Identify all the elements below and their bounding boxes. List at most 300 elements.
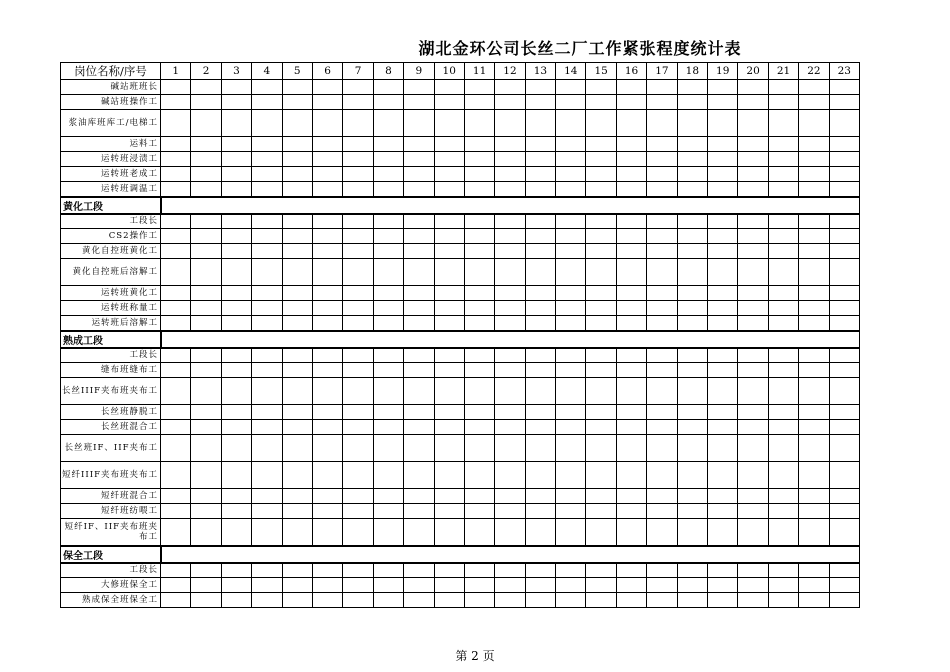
data-cell[interactable] <box>161 244 191 259</box>
data-cell[interactable] <box>677 563 707 578</box>
data-cell[interactable] <box>404 519 434 546</box>
data-cell[interactable] <box>221 182 251 197</box>
data-cell[interactable] <box>495 348 525 363</box>
data-cell[interactable] <box>768 563 798 578</box>
data-cell[interactable] <box>768 110 798 137</box>
data-cell[interactable] <box>464 363 494 378</box>
data-cell[interactable] <box>677 462 707 489</box>
data-cell[interactable] <box>586 301 616 316</box>
data-cell[interactable] <box>647 152 677 167</box>
data-cell[interactable] <box>556 578 586 593</box>
data-cell[interactable] <box>708 137 738 152</box>
data-cell[interactable] <box>829 214 859 229</box>
data-cell[interactable] <box>799 348 829 363</box>
data-cell[interactable] <box>616 182 646 197</box>
data-cell[interactable] <box>252 489 282 504</box>
data-cell[interactable] <box>404 214 434 229</box>
data-cell[interactable] <box>434 152 464 167</box>
data-cell[interactable] <box>373 462 403 489</box>
data-cell[interactable] <box>708 519 738 546</box>
data-cell[interactable] <box>616 152 646 167</box>
data-cell[interactable] <box>799 435 829 462</box>
data-cell[interactable] <box>768 316 798 331</box>
data-cell[interactable] <box>799 167 829 182</box>
data-cell[interactable] <box>708 229 738 244</box>
data-cell[interactable] <box>616 563 646 578</box>
data-cell[interactable] <box>799 593 829 608</box>
data-cell[interactable] <box>495 435 525 462</box>
data-cell[interactable] <box>434 519 464 546</box>
data-cell[interactable] <box>495 182 525 197</box>
data-cell[interactable] <box>647 504 677 519</box>
data-cell[interactable] <box>586 578 616 593</box>
data-cell[interactable] <box>586 378 616 405</box>
data-cell[interactable] <box>616 137 646 152</box>
data-cell[interactable] <box>647 363 677 378</box>
data-cell[interactable] <box>556 80 586 95</box>
data-cell[interactable] <box>282 363 312 378</box>
data-cell[interactable] <box>647 301 677 316</box>
data-cell[interactable] <box>434 405 464 420</box>
data-cell[interactable] <box>738 462 768 489</box>
data-cell[interactable] <box>252 378 282 405</box>
data-cell[interactable] <box>799 578 829 593</box>
data-cell[interactable] <box>434 214 464 229</box>
data-cell[interactable] <box>221 363 251 378</box>
data-cell[interactable] <box>404 435 434 462</box>
data-cell[interactable] <box>556 259 586 286</box>
data-cell[interactable] <box>373 363 403 378</box>
data-cell[interactable] <box>616 110 646 137</box>
data-cell[interactable] <box>708 348 738 363</box>
data-cell[interactable] <box>556 182 586 197</box>
data-cell[interactable] <box>191 519 221 546</box>
data-cell[interactable] <box>404 80 434 95</box>
data-cell[interactable] <box>738 489 768 504</box>
data-cell[interactable] <box>434 80 464 95</box>
data-cell[interactable] <box>404 167 434 182</box>
data-cell[interactable] <box>586 563 616 578</box>
data-cell[interactable] <box>525 152 555 167</box>
data-cell[interactable] <box>434 563 464 578</box>
data-cell[interactable] <box>312 95 342 110</box>
data-cell[interactable] <box>161 378 191 405</box>
data-cell[interactable] <box>191 152 221 167</box>
data-cell[interactable] <box>677 259 707 286</box>
data-cell[interactable] <box>221 316 251 331</box>
data-cell[interactable] <box>738 152 768 167</box>
data-cell[interactable] <box>556 435 586 462</box>
data-cell[interactable] <box>252 593 282 608</box>
data-cell[interactable] <box>768 435 798 462</box>
data-cell[interactable] <box>434 244 464 259</box>
data-cell[interactable] <box>464 435 494 462</box>
data-cell[interactable] <box>312 244 342 259</box>
data-cell[interactable] <box>373 563 403 578</box>
data-cell[interactable] <box>829 182 859 197</box>
data-cell[interactable] <box>829 519 859 546</box>
data-cell[interactable] <box>525 563 555 578</box>
data-cell[interactable] <box>556 316 586 331</box>
data-cell[interactable] <box>829 286 859 301</box>
data-cell[interactable] <box>799 462 829 489</box>
data-cell[interactable] <box>708 95 738 110</box>
data-cell[interactable] <box>708 259 738 286</box>
data-cell[interactable] <box>525 244 555 259</box>
data-cell[interactable] <box>647 420 677 435</box>
data-cell[interactable] <box>647 229 677 244</box>
data-cell[interactable] <box>373 214 403 229</box>
data-cell[interactable] <box>677 519 707 546</box>
data-cell[interactable] <box>616 244 646 259</box>
data-cell[interactable] <box>495 593 525 608</box>
data-cell[interactable] <box>161 167 191 182</box>
data-cell[interactable] <box>282 316 312 331</box>
data-cell[interactable] <box>556 286 586 301</box>
data-cell[interactable] <box>221 80 251 95</box>
data-cell[interactable] <box>252 167 282 182</box>
data-cell[interactable] <box>464 420 494 435</box>
data-cell[interactable] <box>738 593 768 608</box>
data-cell[interactable] <box>404 182 434 197</box>
data-cell[interactable] <box>434 593 464 608</box>
data-cell[interactable] <box>525 593 555 608</box>
data-cell[interactable] <box>586 214 616 229</box>
data-cell[interactable] <box>738 244 768 259</box>
data-cell[interactable] <box>677 110 707 137</box>
data-cell[interactable] <box>252 578 282 593</box>
data-cell[interactable] <box>161 593 191 608</box>
data-cell[interactable] <box>525 405 555 420</box>
data-cell[interactable] <box>708 167 738 182</box>
data-cell[interactable] <box>282 259 312 286</box>
data-cell[interactable] <box>586 110 616 137</box>
data-cell[interactable] <box>708 316 738 331</box>
data-cell[interactable] <box>373 286 403 301</box>
data-cell[interactable] <box>312 301 342 316</box>
data-cell[interactable] <box>708 286 738 301</box>
data-cell[interactable] <box>647 80 677 95</box>
data-cell[interactable] <box>312 563 342 578</box>
data-cell[interactable] <box>525 420 555 435</box>
data-cell[interactable] <box>586 259 616 286</box>
data-cell[interactable] <box>404 229 434 244</box>
data-cell[interactable] <box>404 110 434 137</box>
data-cell[interactable] <box>738 301 768 316</box>
data-cell[interactable] <box>647 519 677 546</box>
data-cell[interactable] <box>191 259 221 286</box>
data-cell[interactable] <box>768 378 798 405</box>
data-cell[interactable] <box>647 378 677 405</box>
data-cell[interactable] <box>161 182 191 197</box>
data-cell[interactable] <box>768 152 798 167</box>
data-cell[interactable] <box>495 229 525 244</box>
data-cell[interactable] <box>586 420 616 435</box>
data-cell[interactable] <box>708 563 738 578</box>
data-cell[interactable] <box>616 214 646 229</box>
data-cell[interactable] <box>677 420 707 435</box>
data-cell[interactable] <box>312 420 342 435</box>
data-cell[interactable] <box>373 420 403 435</box>
data-cell[interactable] <box>343 405 373 420</box>
data-cell[interactable] <box>343 214 373 229</box>
data-cell[interactable] <box>616 363 646 378</box>
data-cell[interactable] <box>282 519 312 546</box>
data-cell[interactable] <box>738 420 768 435</box>
data-cell[interactable] <box>829 578 859 593</box>
data-cell[interactable] <box>282 593 312 608</box>
data-cell[interactable] <box>799 405 829 420</box>
data-cell[interactable] <box>556 462 586 489</box>
data-cell[interactable] <box>343 244 373 259</box>
data-cell[interactable] <box>768 578 798 593</box>
data-cell[interactable] <box>616 462 646 489</box>
data-cell[interactable] <box>708 593 738 608</box>
data-cell[interactable] <box>799 182 829 197</box>
data-cell[interactable] <box>312 167 342 182</box>
data-cell[interactable] <box>616 519 646 546</box>
data-cell[interactable] <box>221 504 251 519</box>
data-cell[interactable] <box>161 152 191 167</box>
data-cell[interactable] <box>191 167 221 182</box>
data-cell[interactable] <box>829 435 859 462</box>
data-cell[interactable] <box>161 462 191 489</box>
data-cell[interactable] <box>252 301 282 316</box>
data-cell[interactable] <box>556 420 586 435</box>
data-cell[interactable] <box>282 167 312 182</box>
data-cell[interactable] <box>161 95 191 110</box>
data-cell[interactable] <box>738 229 768 244</box>
data-cell[interactable] <box>464 214 494 229</box>
data-cell[interactable] <box>829 405 859 420</box>
data-cell[interactable] <box>404 259 434 286</box>
data-cell[interactable] <box>708 489 738 504</box>
data-cell[interactable] <box>708 214 738 229</box>
data-cell[interactable] <box>404 363 434 378</box>
data-cell[interactable] <box>464 137 494 152</box>
data-cell[interactable] <box>464 348 494 363</box>
data-cell[interactable] <box>404 348 434 363</box>
data-cell[interactable] <box>252 363 282 378</box>
data-cell[interactable] <box>404 593 434 608</box>
data-cell[interactable] <box>556 363 586 378</box>
data-cell[interactable] <box>161 489 191 504</box>
data-cell[interactable] <box>768 405 798 420</box>
data-cell[interactable] <box>677 167 707 182</box>
data-cell[interactable] <box>464 110 494 137</box>
data-cell[interactable] <box>525 182 555 197</box>
data-cell[interactable] <box>495 420 525 435</box>
data-cell[interactable] <box>464 244 494 259</box>
data-cell[interactable] <box>252 435 282 462</box>
data-cell[interactable] <box>647 214 677 229</box>
data-cell[interactable] <box>312 519 342 546</box>
data-cell[interactable] <box>738 167 768 182</box>
data-cell[interactable] <box>616 489 646 504</box>
data-cell[interactable] <box>829 420 859 435</box>
data-cell[interactable] <box>191 593 221 608</box>
data-cell[interactable] <box>768 348 798 363</box>
data-cell[interactable] <box>373 348 403 363</box>
data-cell[interactable] <box>525 578 555 593</box>
data-cell[interactable] <box>768 80 798 95</box>
data-cell[interactable] <box>312 348 342 363</box>
data-cell[interactable] <box>525 348 555 363</box>
data-cell[interactable] <box>191 137 221 152</box>
data-cell[interactable] <box>191 489 221 504</box>
data-cell[interactable] <box>312 504 342 519</box>
data-cell[interactable] <box>799 301 829 316</box>
data-cell[interactable] <box>829 316 859 331</box>
data-cell[interactable] <box>343 137 373 152</box>
data-cell[interactable] <box>343 489 373 504</box>
data-cell[interactable] <box>252 80 282 95</box>
data-cell[interactable] <box>464 80 494 95</box>
data-cell[interactable] <box>556 301 586 316</box>
data-cell[interactable] <box>829 301 859 316</box>
data-cell[interactable] <box>464 301 494 316</box>
data-cell[interactable] <box>616 301 646 316</box>
data-cell[interactable] <box>221 259 251 286</box>
data-cell[interactable] <box>404 286 434 301</box>
data-cell[interactable] <box>343 519 373 546</box>
data-cell[interactable] <box>708 405 738 420</box>
data-cell[interactable] <box>556 489 586 504</box>
data-cell[interactable] <box>829 229 859 244</box>
data-cell[interactable] <box>677 286 707 301</box>
data-cell[interactable] <box>373 578 403 593</box>
data-cell[interactable] <box>525 462 555 489</box>
data-cell[interactable] <box>556 504 586 519</box>
data-cell[interactable] <box>647 137 677 152</box>
data-cell[interactable] <box>191 110 221 137</box>
data-cell[interactable] <box>464 229 494 244</box>
data-cell[interactable] <box>799 519 829 546</box>
data-cell[interactable] <box>556 378 586 405</box>
data-cell[interactable] <box>738 378 768 405</box>
data-cell[interactable] <box>708 435 738 462</box>
data-cell[interactable] <box>556 152 586 167</box>
data-cell[interactable] <box>404 504 434 519</box>
data-cell[interactable] <box>312 286 342 301</box>
data-cell[interactable] <box>677 489 707 504</box>
data-cell[interactable] <box>343 504 373 519</box>
data-cell[interactable] <box>312 80 342 95</box>
data-cell[interactable] <box>312 462 342 489</box>
data-cell[interactable] <box>556 348 586 363</box>
data-cell[interactable] <box>252 229 282 244</box>
data-cell[interactable] <box>464 593 494 608</box>
data-cell[interactable] <box>768 229 798 244</box>
data-cell[interactable] <box>282 229 312 244</box>
data-cell[interactable] <box>829 137 859 152</box>
data-cell[interactable] <box>768 420 798 435</box>
data-cell[interactable] <box>161 578 191 593</box>
data-cell[interactable] <box>495 504 525 519</box>
data-cell[interactable] <box>586 286 616 301</box>
data-cell[interactable] <box>434 348 464 363</box>
data-cell[interactable] <box>221 244 251 259</box>
data-cell[interactable] <box>434 578 464 593</box>
data-cell[interactable] <box>677 80 707 95</box>
data-cell[interactable] <box>434 504 464 519</box>
data-cell[interactable] <box>161 259 191 286</box>
data-cell[interactable] <box>404 405 434 420</box>
data-cell[interactable] <box>525 504 555 519</box>
data-cell[interactable] <box>161 348 191 363</box>
data-cell[interactable] <box>829 462 859 489</box>
data-cell[interactable] <box>677 229 707 244</box>
data-cell[interactable] <box>343 152 373 167</box>
data-cell[interactable] <box>221 489 251 504</box>
data-cell[interactable] <box>799 137 829 152</box>
data-cell[interactable] <box>768 519 798 546</box>
data-cell[interactable] <box>829 348 859 363</box>
data-cell[interactable] <box>556 229 586 244</box>
data-cell[interactable] <box>404 462 434 489</box>
data-cell[interactable] <box>464 167 494 182</box>
data-cell[interactable] <box>799 420 829 435</box>
data-cell[interactable] <box>343 348 373 363</box>
data-cell[interactable] <box>495 519 525 546</box>
data-cell[interactable] <box>708 110 738 137</box>
data-cell[interactable] <box>434 167 464 182</box>
data-cell[interactable] <box>434 229 464 244</box>
data-cell[interactable] <box>282 489 312 504</box>
data-cell[interactable] <box>768 504 798 519</box>
data-cell[interactable] <box>312 152 342 167</box>
data-cell[interactable] <box>525 489 555 504</box>
data-cell[interactable] <box>586 137 616 152</box>
data-cell[interactable] <box>434 462 464 489</box>
data-cell[interactable] <box>191 405 221 420</box>
data-cell[interactable] <box>161 214 191 229</box>
data-cell[interactable] <box>161 405 191 420</box>
data-cell[interactable] <box>495 214 525 229</box>
data-cell[interactable] <box>647 563 677 578</box>
data-cell[interactable] <box>738 80 768 95</box>
data-cell[interactable] <box>768 301 798 316</box>
data-cell[interactable] <box>191 80 221 95</box>
data-cell[interactable] <box>647 405 677 420</box>
data-cell[interactable] <box>647 348 677 363</box>
data-cell[interactable] <box>829 363 859 378</box>
data-cell[interactable] <box>738 286 768 301</box>
data-cell[interactable] <box>495 489 525 504</box>
data-cell[interactable] <box>434 363 464 378</box>
data-cell[interactable] <box>768 137 798 152</box>
data-cell[interactable] <box>586 229 616 244</box>
data-cell[interactable] <box>221 348 251 363</box>
data-cell[interactable] <box>495 110 525 137</box>
data-cell[interactable] <box>525 316 555 331</box>
data-cell[interactable] <box>434 259 464 286</box>
data-cell[interactable] <box>282 378 312 405</box>
data-cell[interactable] <box>252 348 282 363</box>
data-cell[interactable] <box>373 405 403 420</box>
data-cell[interactable] <box>161 563 191 578</box>
data-cell[interactable] <box>647 259 677 286</box>
data-cell[interactable] <box>191 378 221 405</box>
data-cell[interactable] <box>161 504 191 519</box>
data-cell[interactable] <box>221 519 251 546</box>
data-cell[interactable] <box>343 259 373 286</box>
data-cell[interactable] <box>373 316 403 331</box>
data-cell[interactable] <box>525 137 555 152</box>
data-cell[interactable] <box>586 348 616 363</box>
data-cell[interactable] <box>586 363 616 378</box>
data-cell[interactable] <box>616 286 646 301</box>
